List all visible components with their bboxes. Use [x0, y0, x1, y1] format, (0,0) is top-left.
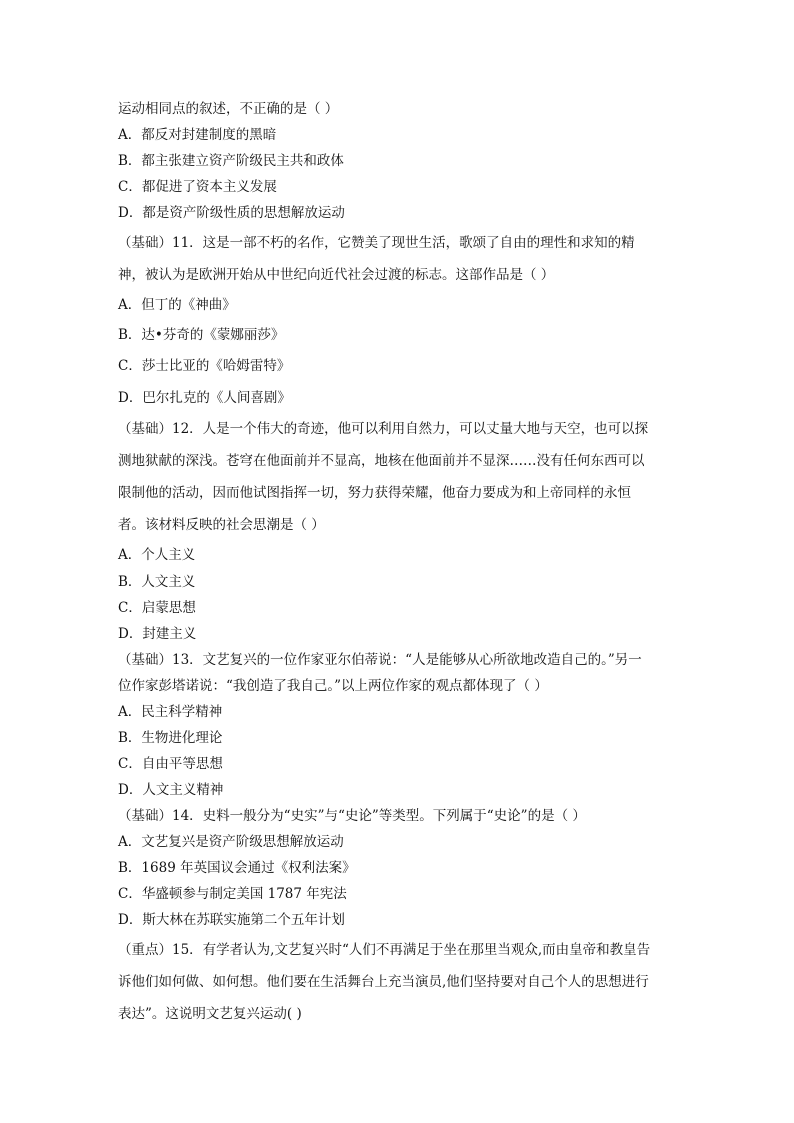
question-11-stem-line-2: 神，被认为是欧洲开始从中世纪向近代社会过渡的标志。这部作品是（ ）: [118, 267, 555, 283]
question-14-option-d: D．斯大林在苏联实施第二个五年计划: [118, 912, 345, 928]
question-15-stem-line-3: 表达”。这说明文艺复兴运动( ): [118, 1006, 302, 1022]
question-11-option-d: D．巴尔扎克的《人间喜剧》: [118, 390, 291, 406]
question-12-option-c: C．启蒙思想: [118, 600, 196, 616]
question-10-option-d: D．都是资产阶级性质的思想解放运动: [118, 205, 345, 221]
question-12-stem-line-3: 限制他的活动，因而他试图指挥一切，努力获得荣耀，他奋力要成为和上帝同样的永恒: [118, 485, 631, 501]
question-15-stem-line-2: 诉他们如何做、如何想。他们要在生活舞台上充当演员,他们坚持要对自己个人的思想进行: [118, 974, 649, 990]
question-10-option-b: B．都主张建立资产阶级民主共和政体: [118, 153, 344, 169]
question-14-option-c: C．华盛顿参与制定美国 1787 年宪法: [118, 886, 347, 902]
question-12-stem-line-2: 测地狱献的深浅。苍穹在他面前并不显高，地核在他面前并不显深……没有任何东西可以: [118, 453, 645, 469]
question-11-option-b: B．达•芬奇的《蒙娜丽莎》: [118, 327, 285, 343]
question-13-option-d: D．人文主义精神: [118, 782, 224, 798]
question-14-option-b: B．1689 年英国议会通过《权利法案》: [118, 860, 356, 876]
question-13-option-b: B．生物进化理论: [118, 730, 223, 746]
question-15-stem-line-1: （重点）15．有学者认为,文艺复兴时“人们不再满足于坐在那里当观众,而由皇帝和教皇告: [118, 942, 651, 958]
question-11-stem-line-1: （基础）11．这是一部不朽的名作，它赞美了现世生活，歌颂了自由的理性和求知的精: [118, 235, 635, 251]
question-13-option-a: A．民主科学精神: [118, 704, 223, 720]
question-11-option-c: C．莎士比亚的《哈姆雷特》: [118, 358, 291, 374]
question-11-option-a: A．但丁的《神曲》: [118, 297, 236, 313]
question-14-option-a: A．文艺复兴是资产阶级思想解放运动: [118, 834, 344, 850]
question-13-option-c: C．自由平等思想: [118, 756, 223, 772]
question-14-stem: （基础）14．史料一般分为“史实”与“史论”等类型。下列属于“史论”的是（ ）: [118, 808, 586, 824]
question-13-stem-line-2: 位作家彭塔诺说：“我创造了我自己。”以上两位作家的观点都体现了（ ）: [118, 678, 548, 694]
question-12-option-a: A．个人主义: [118, 547, 196, 563]
question-13-stem-line-1: （基础）13．文艺复兴的一位作家亚尔伯蒂说：“人是能够从心所欲地改造自己的。”另一: [118, 652, 642, 668]
question-10-option-a: A．都反对封建制度的黑暗: [118, 127, 277, 143]
question-12-option-b: B．人文主义: [118, 574, 196, 590]
question-12-stem-line-4: 者。该材料反映的社会思潮是（ ）: [118, 517, 325, 533]
question-12-stem-line-1: （基础）12．人是一个伟大的奇迹，他可以利用自然力，可以丈量大地与天空，也可以探: [118, 421, 649, 437]
question-10-option-c: C．都促进了资本主义发展: [118, 179, 277, 195]
question-12-option-d: D．封建主义: [118, 626, 197, 642]
question-10-stem-end: 运动相同点的叙述，不正确的是（ ）: [118, 101, 339, 117]
